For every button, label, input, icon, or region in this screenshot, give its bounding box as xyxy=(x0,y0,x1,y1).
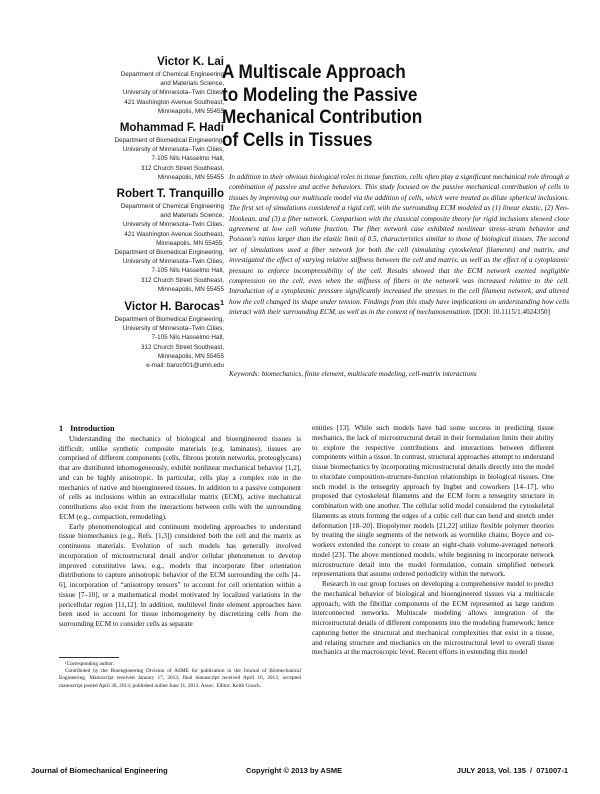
footnote-divider xyxy=(59,657,119,658)
author-block xyxy=(46,188,224,294)
author-block xyxy=(46,122,224,182)
author-name-text: Victor H. Barocas xyxy=(124,300,221,313)
footnotes xyxy=(59,661,301,690)
corresponding-author-mark: 1 xyxy=(220,300,224,308)
doi[interactable]: [DOI: 10.1115/1.4024350] xyxy=(473,308,551,317)
footer-journal: Journal of Biomechanical Engineering xyxy=(31,766,168,775)
author-name: Mohammad F. Hadi xyxy=(119,122,224,135)
section-number: 1 xyxy=(59,424,64,433)
title-line: Mechanical Contribution xyxy=(222,106,423,128)
abstract-text: In addition to their obvious biological roles in tissue function, cells often play a significant mechanical role through a combination of passive and active behaviors. This study focused on the passive mechanical contribution of cells in tissues by improving our multiscale model via the addition of cells, which were treated as dilute spherical inclusions. The first set of simulations considered a rigid cell, with the surrounding ECM modeled as (1) linear elastic, (2) Neo-Hookean, and (3) a fiber network. Comparison with the classical composite theory for rigid inclusions showed close agreement at low cell volume fraction. The fiber network case exhibited nonlinear stress–strain behavior and Poisson's ratios larger than the elastic limit of 0.5, characteristics similar to those of biological tissues. The second set of simulations used a fiber network for both the cell (simulating cytoskeletal filaments) and matrix, and investigated the effect of varying relative stiffness between the cell and matrix, as well as the effect of a cytoplasmic pressure to enforce incompressibility of the cell. Results showed that the ECM network exerted negligible compression on the cell, even when the stiffness of fibers in the network was increased relative to the cell. Introduction of a cytoplasmic pressure significantly increased the stresses in the cell filament network, and altered how the cell changed its shape under tension. Findings from this study have implications on understanding how cells interact with their surrounding ECM, as well as in the context of mechanosensation. xyxy=(229,173,569,317)
affiliation-line: Minneapolis, MN 55455; xyxy=(156,239,224,247)
affiliation-line: University of Minnesota–Twin Cities, xyxy=(122,89,224,97)
footer-copyright: Copyright © 2013 by ASME xyxy=(246,766,343,775)
paragraph: Understanding the mechanics of biological and bioengineered tissues is difficult; unlike synthetic composite materials (e.g. laminates), tissues are comprised of different components (cells, fibrous protein networks, proteoglycans) that are distributed inhomogeneously, exhibit nonlinear mechanical behavior [1,2], and can be highly anisotropic. In particular, cells play a complex role in the mechanics of native and bioengineered tissues. In addition to a passive component of cells as inclusions within an extracellular matrix (ECM), active mechanical contributions also exist from the interactions between cells with the surrounding ECM (e.g., compaction, remodeling). xyxy=(59,434,301,521)
affiliation-line: 421 Washington Avenue Southeast, xyxy=(124,230,224,238)
affiliation-line: University of Minnesota–Twin Cities, xyxy=(122,146,224,154)
affiliation-line: Minneapolis, MN 55455 xyxy=(157,285,224,293)
affiliation-line: Minneapolis, MN 55455 xyxy=(157,173,224,181)
affiliation-line: 7-105 Nils Hasselmo Hall, xyxy=(151,267,224,275)
keywords xyxy=(229,369,569,379)
paper-title xyxy=(222,61,521,151)
affiliation-line: and Materials Science, xyxy=(160,80,224,88)
title-line: A Multiscale Approach xyxy=(222,61,406,83)
author-block xyxy=(46,300,224,370)
affiliation-line: University of Minnesota–Twin Cities, xyxy=(122,325,224,333)
body-column-right xyxy=(312,424,554,658)
abstract xyxy=(229,172,569,318)
affiliation-line: Department of Biomedical Engineering, xyxy=(114,249,224,257)
affiliation-line: 312 Church Street Southeast, xyxy=(141,343,224,351)
keywords-text: biomechanics, finite element, multiscale modeling, cell-matrix interactions xyxy=(261,370,477,378)
body-column-left xyxy=(59,424,301,630)
title-line: to Modeling the Passive xyxy=(222,83,418,106)
footnote: Contributed by the Bioengineering Division of ASME for publication in the Journal of Biomechanical Engineering. Manuscript received January 17, 2013; final manuscript received April 16, 2013; accepted manuscript posted April 30, 2013; published online June 11, 2013. Assoc. Editor: Keith Gooch. xyxy=(59,668,301,689)
author-name: Robert T. Tranquillo xyxy=(116,188,224,201)
section-heading xyxy=(59,424,301,434)
affiliation-line: Minneapolis, MN 55455 xyxy=(157,352,224,360)
author-email[interactable]: e-mail: baroc001@umn.edu xyxy=(146,361,224,369)
affiliation-line: University of Minnesota–Twin Cities, xyxy=(122,221,224,229)
affiliation-line: and Materials Science, xyxy=(160,212,224,220)
affiliation-line: Department of Biomedical Engineering, xyxy=(114,137,224,145)
affiliation-line: 7-105 Nils Hasselmo Hall, xyxy=(151,155,224,163)
author-name: Victor K. Lai xyxy=(157,56,224,68)
affiliation-line: 312 Church Street Southeast, xyxy=(141,276,224,284)
keywords-label: Keywords: xyxy=(229,370,260,378)
footer-issue: JULY 2013, Vol. 135 / 071007-1 xyxy=(456,766,568,775)
affiliation-line: Department of Chemical Engineering xyxy=(120,203,224,211)
paragraph: Research in our group focuses on developing a comprehensive model to predict the mechanical behavior of biological and bioengineered tissues via a multiscale approach, with the fibrillar components of the ECM represented as large random interconnected networks. Multiscale modeling allows integration of the microstructural details of different components into the modeling framework; hence capturing better the structural and mechanical complexities that exist in a tissue, and relating structure and mechanics on the microstructural level to overall tissue mechanics at the macroscopic level. Recent efforts in extending this model xyxy=(312,580,554,657)
title-line: of Cells in Tissues xyxy=(222,128,373,151)
affiliation-line: 421 Washington Avenue Southeast, xyxy=(124,98,224,106)
affiliation-line: Department of Biomedical Engineering, xyxy=(114,315,224,323)
affiliation-line: Department of Chemical Engineering xyxy=(120,71,224,78)
affiliation-line: 7-105 Nils Hasselmo Hall, xyxy=(151,334,224,342)
author-name xyxy=(46,300,224,313)
author-block xyxy=(46,56,224,116)
affiliation-line: University of Minnesota–Twin Cities, xyxy=(122,258,224,266)
section-title: Introduction xyxy=(70,424,115,433)
affiliation-line: 312 Church Street Southeast, xyxy=(141,164,224,172)
author-list xyxy=(46,56,224,376)
paragraph: Early phenomenological and continuum modeling approaches to understand tissue biomechanics (e.g., Refs. [1,3]) considered both the cell and the matrix as continuous materials. Evolution of such models has generally involved incorporation of microstructural detail and/or cellular phenomenon to develop improved constitutive laws, e.g., models that incorporate fiber orientation distributions to capture anisotropic behavior of the ECM surrounding the cells [4–6], incorporation of “anisotropy tensors” to account for cell orientation within a tissue [7–10], or a mathematical model motivated by localized variations in the pericellular region [11,12]. In addition, multilevel finite element approaches have been used to account for tissue inhomogeneity by discretizing cells from the surrounding ECM to consider cells as separate xyxy=(59,522,301,628)
paragraph: entities [13]. While such models have had some success in predicting tissue mechanics, the lack of microstructural detail in their formulation limits their ability to explore the respective contributions and interactions between different components within a tissue. In contrast, structural approaches attempt to understand tissue biomechanics by incorporating microstructural details directly into the model to elucidate composition-structure-function relationships in biological tissues. One such model is the tensegrity approach by Ingber and coworkers [14–17], who proposed that cytoskeletal filaments and the ECM form a tensegrity structure in combination with one another. The cellular solid model considered the cytoskeletal filaments as struts forming the edges of a cubic cell that can bend and stretch under deformation [18–20]. Biopolymer models [21,22] utilize flexible polymer theories by treating the single segments of the network as wormlike chains; Boyce and co-workers extended the concept to create an eight-chain volume-averaged network model [23]. The above mentioned models, while beginning to incorporate network microstructure detail into the model formulation, contain simplified network representations that assume ordered periodicity within the network. xyxy=(312,424,554,579)
footnote: ¹Corresponding author. xyxy=(65,661,114,667)
affiliation-line: Minneapolis, MN 55455 xyxy=(157,107,224,115)
